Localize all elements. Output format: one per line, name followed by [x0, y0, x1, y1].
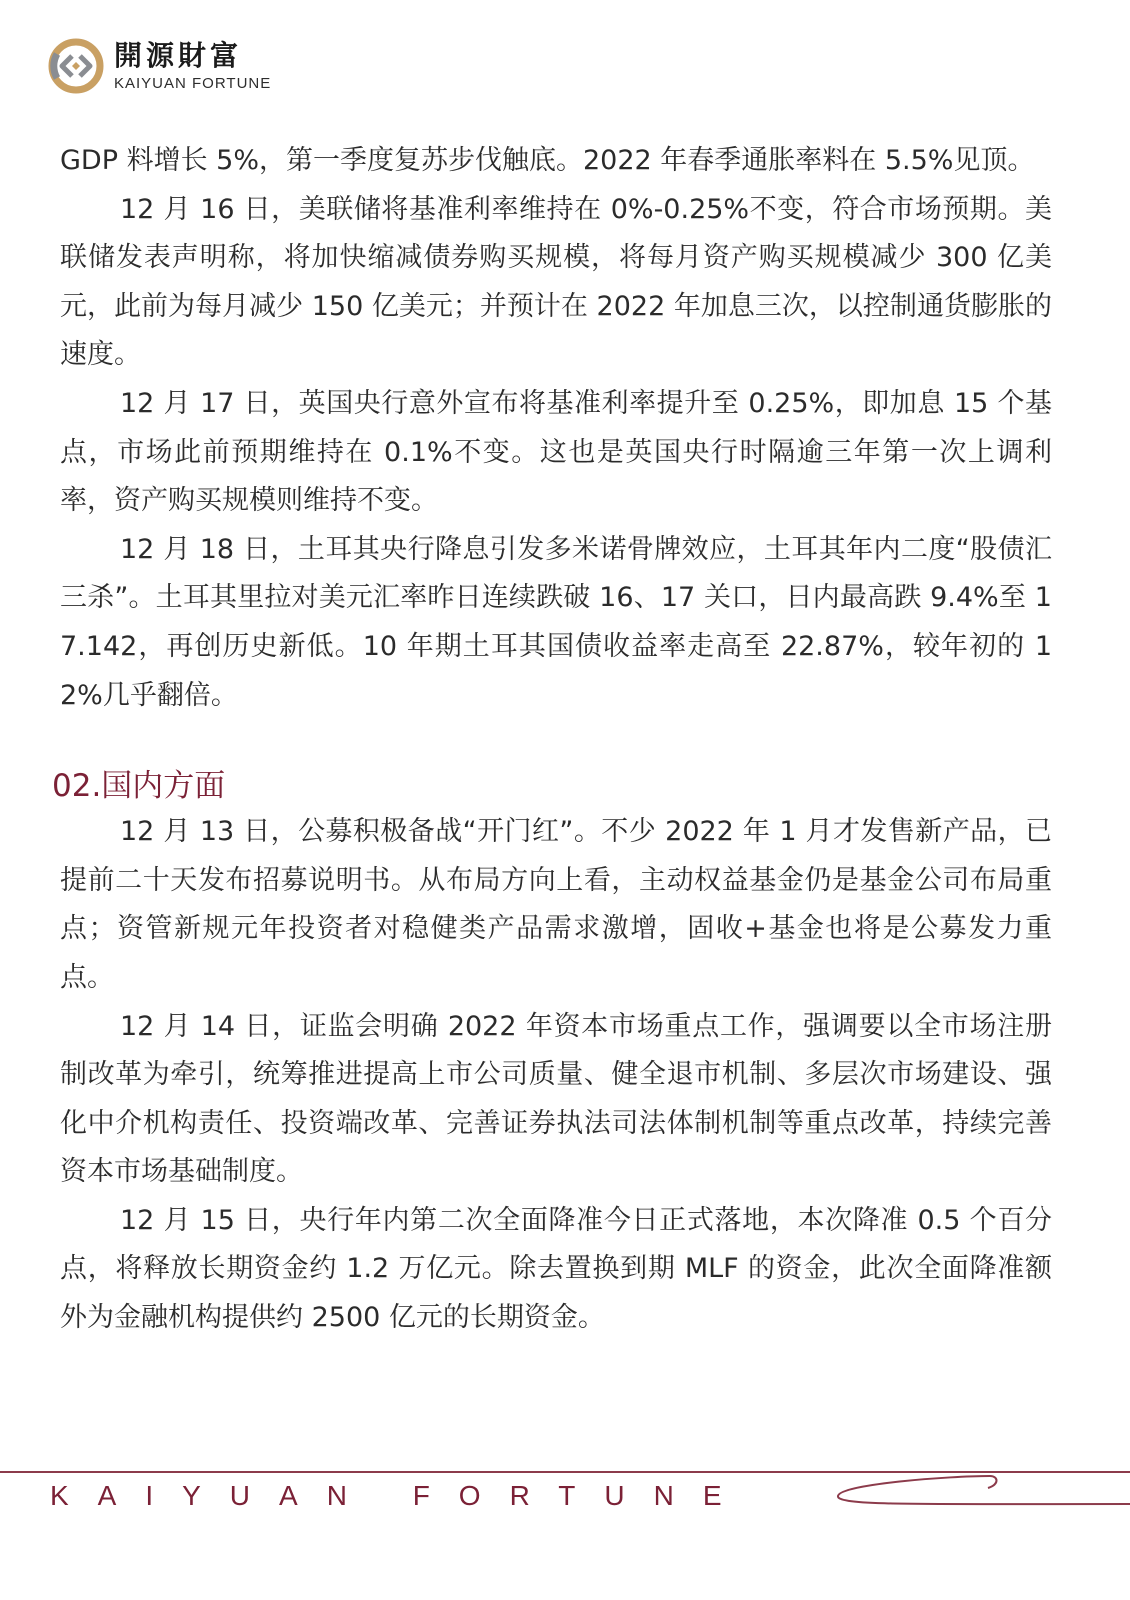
footer-swoosh-icon [830, 1468, 1130, 1512]
section-heading-domestic: 02.国内方面 [52, 768, 226, 805]
paragraph: 12 月 16 日，美联储将基准利率维持在 0%-0.25%不变，符合市场预期。美联储发表声明称，将加快缩减债券购买规模，将每月资产购买规模减少 300 亿美元，此前为每月减少 150 亿美元；并预计在 2022 年加息三次，以控制通货膨胀的速度。 [60, 193, 1052, 371]
paragraph: GDP 料增长 5%，第一季度复苏步伐触底。2022 年春季通胀率料在 5.5%见顶。 [60, 145, 1035, 176]
brand [114, 38, 272, 92]
paragraph: 12 月 14 日，证监会明确 2022 年资本市场重点工作，强调要以全市场注册制改革为牵引，统筹推进提高上市公司质量、健全退市机制、多层次市场建设、强化中介机构责任、投资端改革、完善证券执法司法体制机制等重点改革，持续完善资本市场基础制度。 [60, 1010, 1052, 1188]
paragraph: 12 月 13 日，公募积极备战“开门红”。不少 2022 年 1 月才发售新产品，已提前二十天发布招募说明书。从布局方向上看，主动权益基金仍是基金公司布局重点；资管新规元年投资者对稳健类产品需求激增，固收+基金也将是公募发力重点。 [60, 816, 1052, 993]
paragraph: 12 月 15 日，央行年内第二次全面降准今日正式落地，本次降准 0.5 个百分点，将释放长期资金约 1.2 万亿元。除去置换到期 MLF 的资金，此次全面降准额外为金融机构提供约 2500 亿元的长期资金。 [60, 1204, 1052, 1334]
kaiyuan-logo-icon [48, 38, 104, 94]
brand-name-en: KAIYUAN FORTUNE [114, 74, 272, 92]
brand-name-cn: 開源財富 [114, 38, 243, 72]
paragraph: 12 月 18 日，土耳其央行降息引发多米诺骨牌效应，土耳其年内二度“股债汇三杀”。土耳其里拉对美元汇率昨日连续跌破 16、17 关口，日内最高跌 9.4%至 17.142，再创历史新低。10 年期土耳其国债收益率走高至 22.87%，较年初的 12%几乎翻倍。 [60, 533, 1052, 711]
main-content [52, 137, 1052, 1343]
footer-brand-text: KAIYUAN FORTUNE [50, 1480, 751, 1511]
paragraph: 12 月 17 日，英国央行意外宣布将基准利率提升至 0.25%，即加息 15 个基点，市场此前预期维持在 0.1%不变。这也是英国央行时隔逾三年第一次上调利率，资产购买规模则维持不变。 [60, 387, 1052, 517]
header [48, 38, 271, 94]
